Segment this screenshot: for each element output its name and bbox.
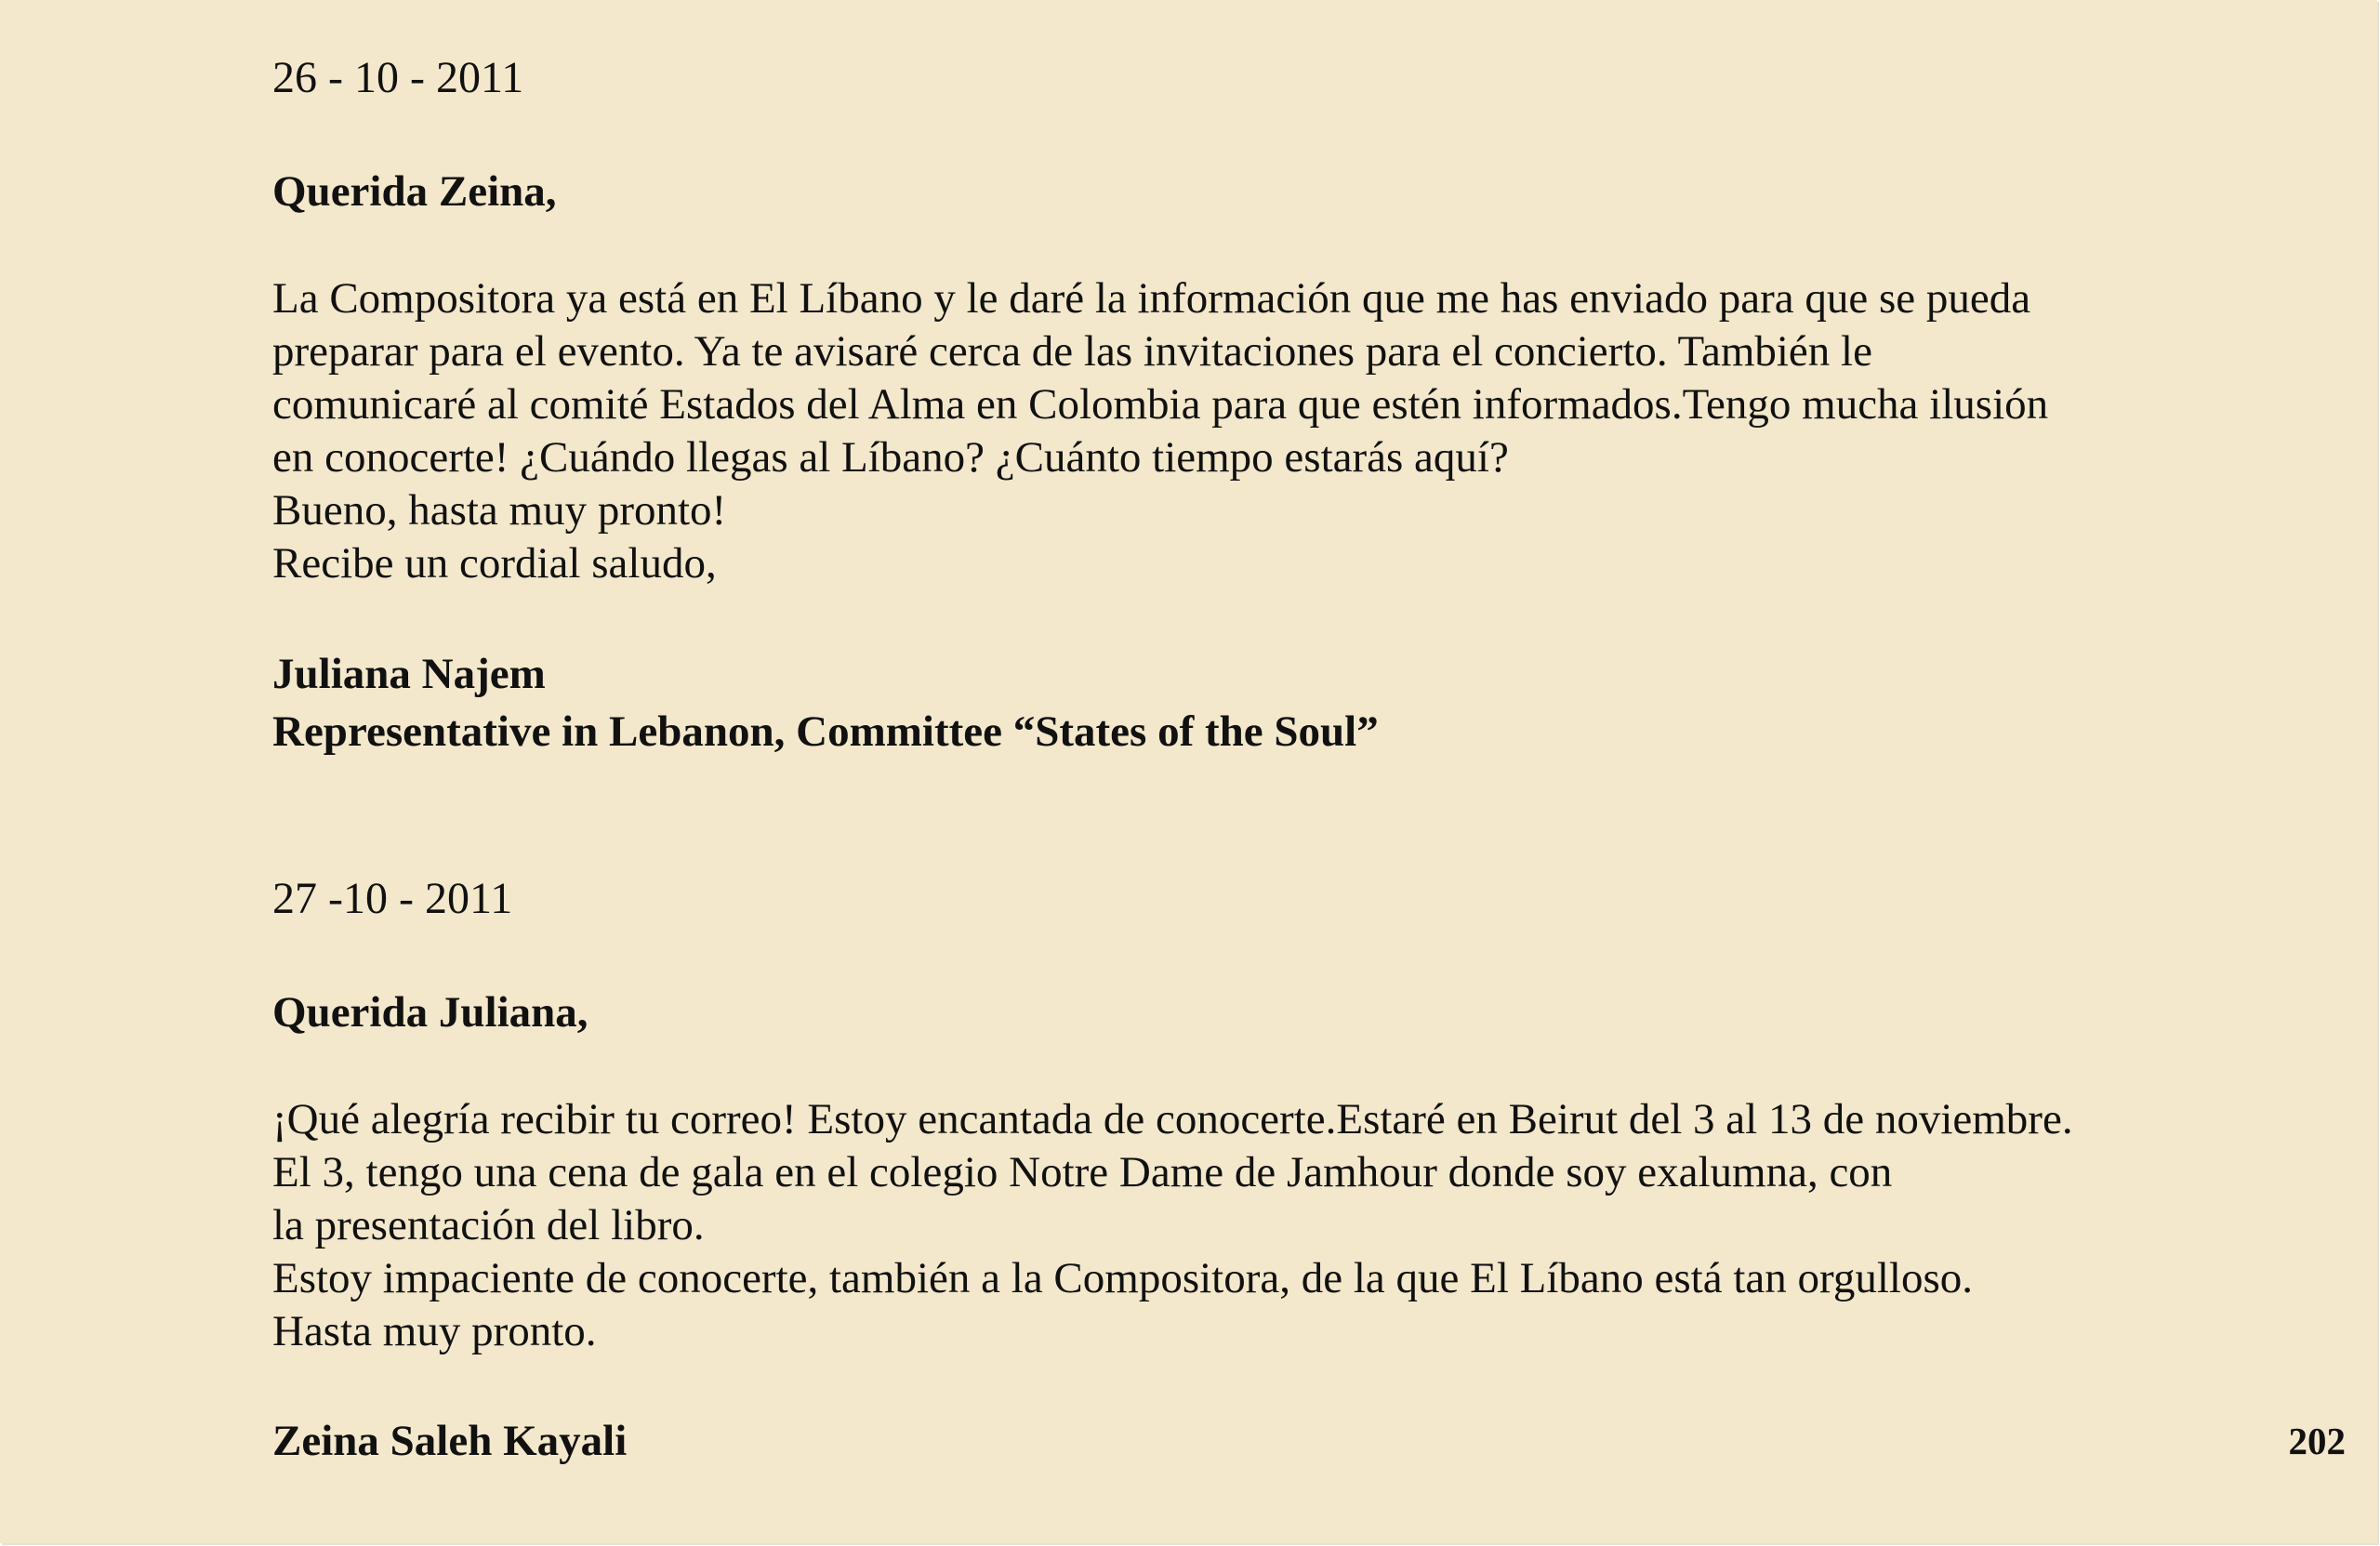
letter-2-body-line-5: Hasta muy pronto. <box>272 1307 597 1355</box>
letter-2-body-line-2: El 3, tengo una cena de gala en el colegio Notre Dame de Jamhour donde soy exalumna, con <box>272 1148 1893 1196</box>
letter-1-body-line-2: preparar para el evento. Ya te avisaré cerca de las invitaciones para el concierto. También le <box>272 327 1872 376</box>
letter-1-date: 26 - 10 - 2011 <box>272 53 524 102</box>
letter-1-body-line-4: en conocerte! ¿Cuándo llegas al Líbano? ¿Cuánto tiempo estarás aquí? <box>272 433 1509 482</box>
letter-2-date: 27 -10 - 2011 <box>272 874 513 923</box>
letter-1-greeting: Querida Zeina, <box>272 167 557 216</box>
letter-2-body-line-1: ¡Qué alegría recibir tu correo! Estoy encantada de conocerte.Estaré en Beirut del 3 al 13 de noviembre. <box>272 1095 2073 1143</box>
letter-1-body-line-1: La Compositora ya está en El Líbano y le daré la información que me has enviado para que se pueda <box>272 274 2031 323</box>
letter-2-greeting: Querida Juliana, <box>272 988 588 1037</box>
letter-2-signature-name: Zeina Saleh Kayali <box>272 1417 628 1465</box>
letter-1-signature-name: Juliana Najem <box>272 650 546 698</box>
letter-1-body-line-5: Bueno, hasta muy pronto! <box>272 486 727 535</box>
letter-2-body-line-3: la presentación del libro. <box>272 1201 705 1249</box>
letter-1-body-line-6: Recibe un cordial saludo, <box>272 539 717 588</box>
letter-1-signature-title: Representative in Lebanon, Committee “States of the Soul” <box>272 707 1379 756</box>
letter-2-body-line-4: Estoy impaciente de conocerte, también a la Compositora, de la que El Líbano está tan orgulloso. <box>272 1254 1973 1302</box>
letter-1-body-line-3: comunicaré al comité Estados del Alma en Colombia para que estén informados.Tengo mucha ilusión <box>272 380 2049 429</box>
page-number: 202 <box>2288 1420 2346 1462</box>
